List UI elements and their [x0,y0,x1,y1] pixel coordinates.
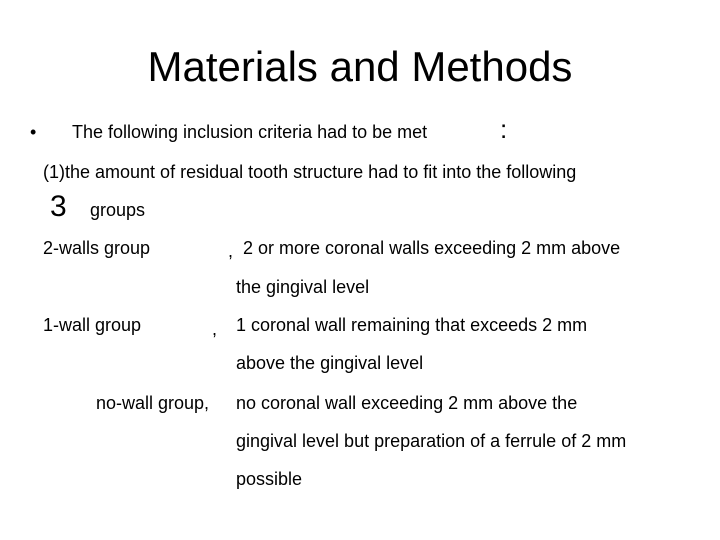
group-name-2-walls: 2-walls group [43,238,151,258]
group-description-line: possible [236,469,303,489]
bullet-colon: : [500,114,508,144]
group-separator: , [212,319,218,339]
group-description-line: 1 coronal wall remaining that exceeds 2 mm [236,315,588,335]
bullet-text: The following inclusion criteria had to be met [72,122,428,142]
criterion-line: (1)the amount of residual tooth structure had to fit into the following [43,162,577,182]
group-description-line: no coronal wall exceeding 2 mm above the [236,393,578,413]
bullet-marker: • [30,122,37,142]
group-description-line: above the gingival level [236,353,424,373]
group-description-line: gingival level but preparation of a ferrule of 2 mm [236,431,627,451]
group-name-no-wall: no-wall group, [96,393,210,413]
group-description-line: the gingival level [236,277,370,297]
group-name-1-wall: 1-wall group [43,315,142,335]
group-description-line: 2 or more coronal walls exceeding 2 mm above [243,238,621,258]
slide-title: Materials and Methods [147,43,573,90]
criterion-number: 3 [50,190,67,223]
criterion-groups-word: groups [90,200,146,220]
group-separator: , [228,241,234,261]
